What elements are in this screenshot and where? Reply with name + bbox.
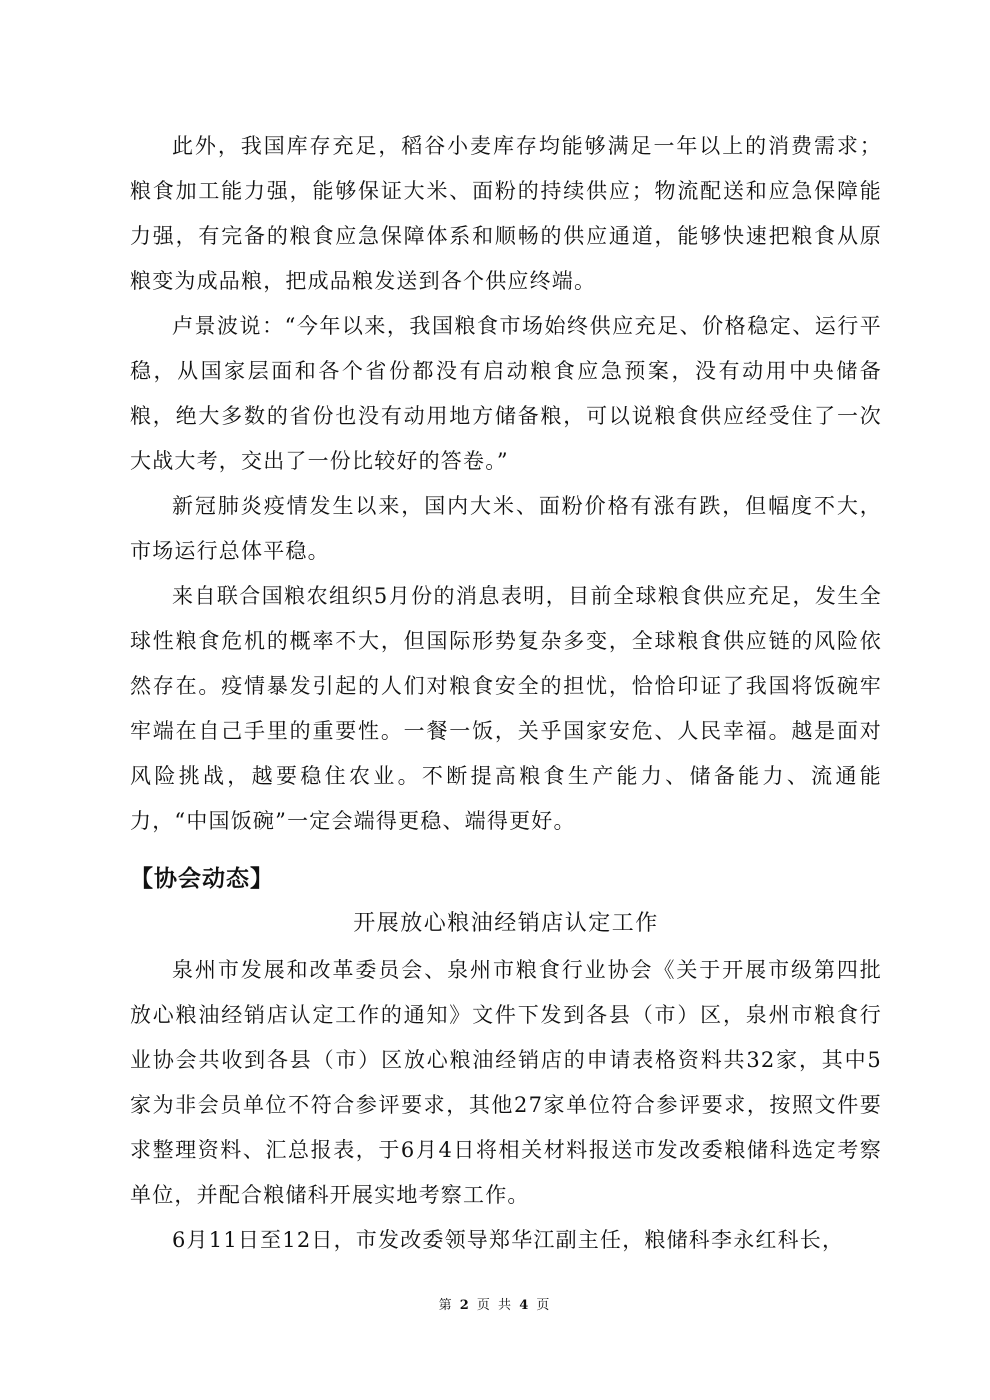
body-text-top: [130, 124, 882, 844]
section-heading: 【协会动态】: [130, 866, 274, 892]
page-footer: [0, 1296, 990, 1316]
paragraph: 来自联合国粮农组织5月份的消息表明，目前全球粮食供应充足，发生全球性粮食危机的概率不大，但国际形势复杂多变，全球粮食供应链的风险依然存在。疫情暴发引起的人们对粮食安全的担忧，恰恰印证了我国将饭碗牢牢端在自己手里的重要性。一餐一饭，关乎国家安危、人民幸福。越是面对风险挑战，越要稳住农业。不断提高粮食生产能力、储备能力、流通能力，“中国饭碗”一定会端得更稳、端得更好。: [130, 584, 882, 833]
paragraph: 卢景波说：“今年以来，我国粮食市场始终供应充足、价格稳定、运行平稳，从国家层面和各个省份都没有启动粮食应急预案，没有动用中央储备粮，绝大多数的省份也没有动用地方储备粮，可以说粮食供应经受住了一次大战大考，交出了一份比较好的答卷。”: [130, 314, 882, 473]
paragraph: 泉州市发展和改革委员会、泉州市粮食行业协会《关于开展市级第四批放心粮油经销店认定工作的通知》文件下发到各县（市）区，泉州市粮食行业协会共收到各县（市）区放心粮油经销店的申请表格资料共32家，其中5家为非会员单位不符合参评要求，其他27家单位符合参评要求，按照文件要求整理资料、汇总报表，于6月4日将相关材料报送市发改委粮储科选定考察单位，并配合粮储科开展实地考察工作。: [130, 958, 882, 1207]
paragraph: 此外，我国库存充足，稻谷小麦库存均能够满足一年以上的消费需求；粮食加工能力强，能够保证大米、面粉的持续供应；物流配送和应急保障能力强，有完备的粮食应急保障体系和顺畅的供应通道，能够快速把粮食从原粮变为成品粮，把成品粮发送到各个供应终端。: [130, 134, 882, 293]
total-pages-number: 4: [519, 1298, 531, 1313]
footer-suffix: 页: [536, 1298, 552, 1313]
article-title: 开展放心粮油经销店认定工作: [353, 911, 659, 936]
paragraph: 6月11日至12日，市发改委领导郑华江副主任，粮储科李永红科长，: [172, 1228, 845, 1252]
paragraph: 新冠肺炎疫情发生以来，国内大米、面粉价格有涨有跌，但幅度不大，市场运行总体平稳。: [130, 494, 882, 563]
body-text-bottom: [130, 948, 882, 1263]
current-page-number: 2: [459, 1298, 471, 1313]
footer-prefix: 第: [438, 1298, 454, 1313]
footer-middle: 页 共: [476, 1298, 514, 1313]
